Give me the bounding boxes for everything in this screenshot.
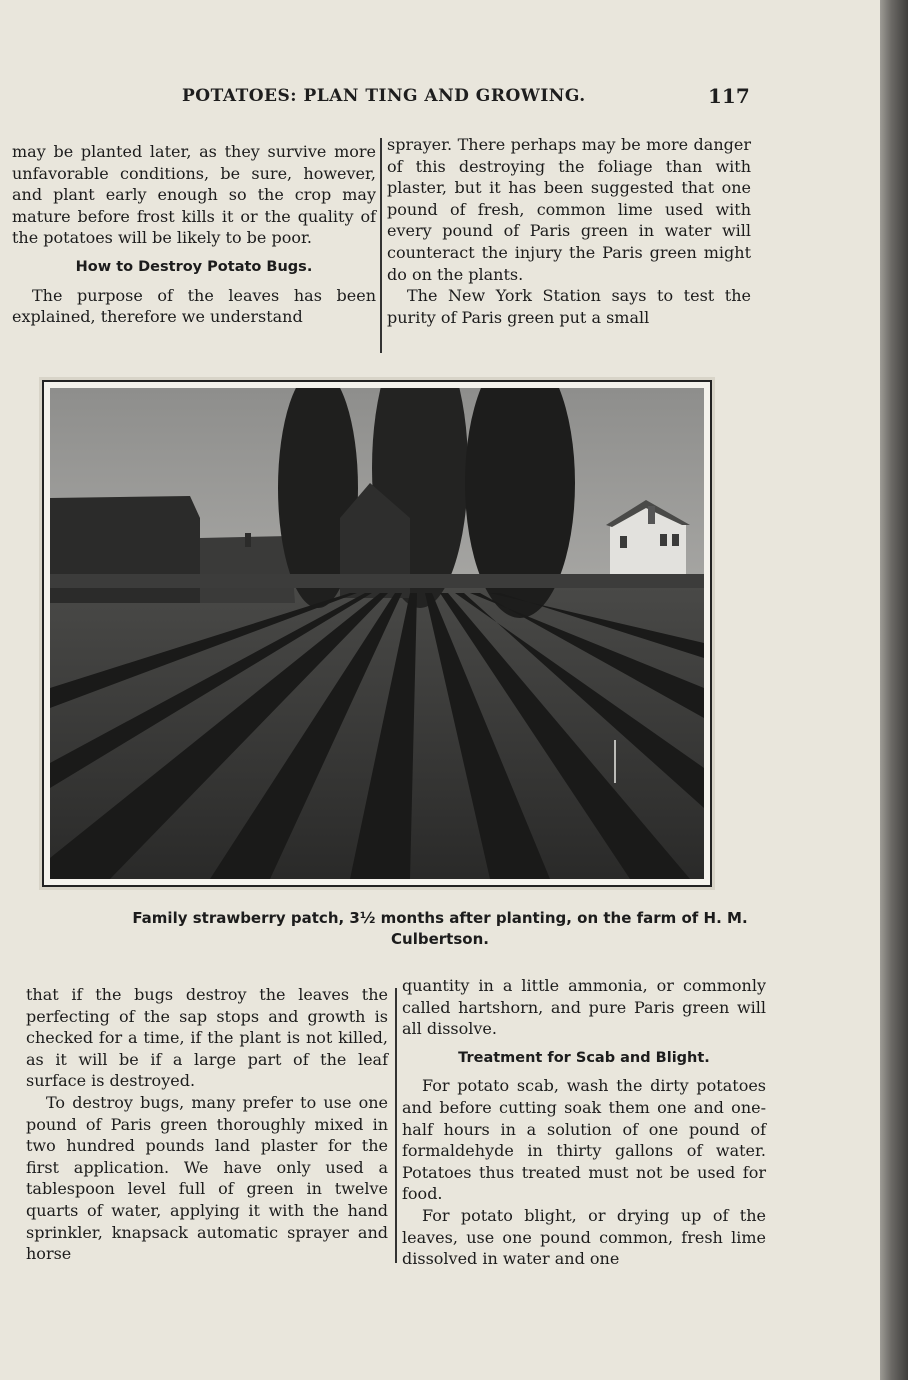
- running-head: POTATOES: PLAN TING AND GROWING.: [182, 86, 586, 106]
- top-left-column: [12, 141, 376, 328]
- section-heading-scab-blight: Treatment for Scab and Blight.: [458, 1049, 710, 1066]
- paragraph: sprayer. There perhaps may be more danger of this destroying the foliage than with plaster, but it has been suggested that one pound of fresh, common lime used with every pound of Paris green in water will counteract the injury the Paris green might do on the plants.: [387, 135, 751, 284]
- strawberry-patch-photo: [42, 380, 712, 887]
- paragraph: The New York Station says to test the purity of Paris green put a small: [387, 286, 751, 327]
- caption-line: Family strawberry patch, 3½ months after planting, on the farm of H. M.: [132, 909, 748, 927]
- page-number: 117: [708, 84, 750, 108]
- column-divider: [395, 988, 397, 1263]
- photo-illustration: [50, 388, 704, 879]
- paragraph: To destroy bugs, many prefer to use one pound of Paris green thoroughly mixed in two hundred pounds land plaster for the first application. We have only used a tablespoon level full of green in twelve quarts of water, applying it with the hand sprinkler, knapsack automatic sprayer and horse: [26, 1092, 388, 1264]
- paragraph: For potato scab, wash the dirty potatoes and before cutting soak them one and one-half hours in a solution of one pound of formaldehyde in thirty gallons of water. Potatoes thus treated must not be used for food.: [402, 1076, 766, 1204]
- caption-line: Culbertson.: [391, 930, 489, 948]
- paragraph: For potato blight, or drying up of the leaves, use one pound common, fresh lime dissolved in water and one: [402, 1205, 766, 1269]
- paragraph: quantity in a little ammonia, or commonly called hartshorn, and pure Paris green will all dissolve.: [402, 976, 766, 1039]
- bottom-left-column: [26, 984, 388, 1265]
- column-divider: [380, 138, 382, 353]
- paragraph: may be planted later, as they survive more unfavorable conditions, be sure, however, and plant early enough so the crop may mature before frost kills it or the quality of the potatoes will be likely to be poor.: [12, 142, 376, 248]
- page-header: [0, 86, 880, 110]
- bottom-right-column: [402, 975, 766, 1270]
- top-right-column: [387, 134, 751, 328]
- paragraph: that if the bugs destroy the leaves the perfecting of the sap stops and growth is checked for a time, if the plant is not killed, as it will be if a large part of the leaf surface is destroyed.: [26, 985, 388, 1091]
- figure-caption: [0, 908, 880, 950]
- paragraph: The purpose of the leaves has been explained, therefore we understand: [12, 285, 376, 327]
- section-heading-potato-bugs: How to Destroy Potato Bugs.: [75, 258, 313, 275]
- page-edge-shadow: [880, 0, 908, 1380]
